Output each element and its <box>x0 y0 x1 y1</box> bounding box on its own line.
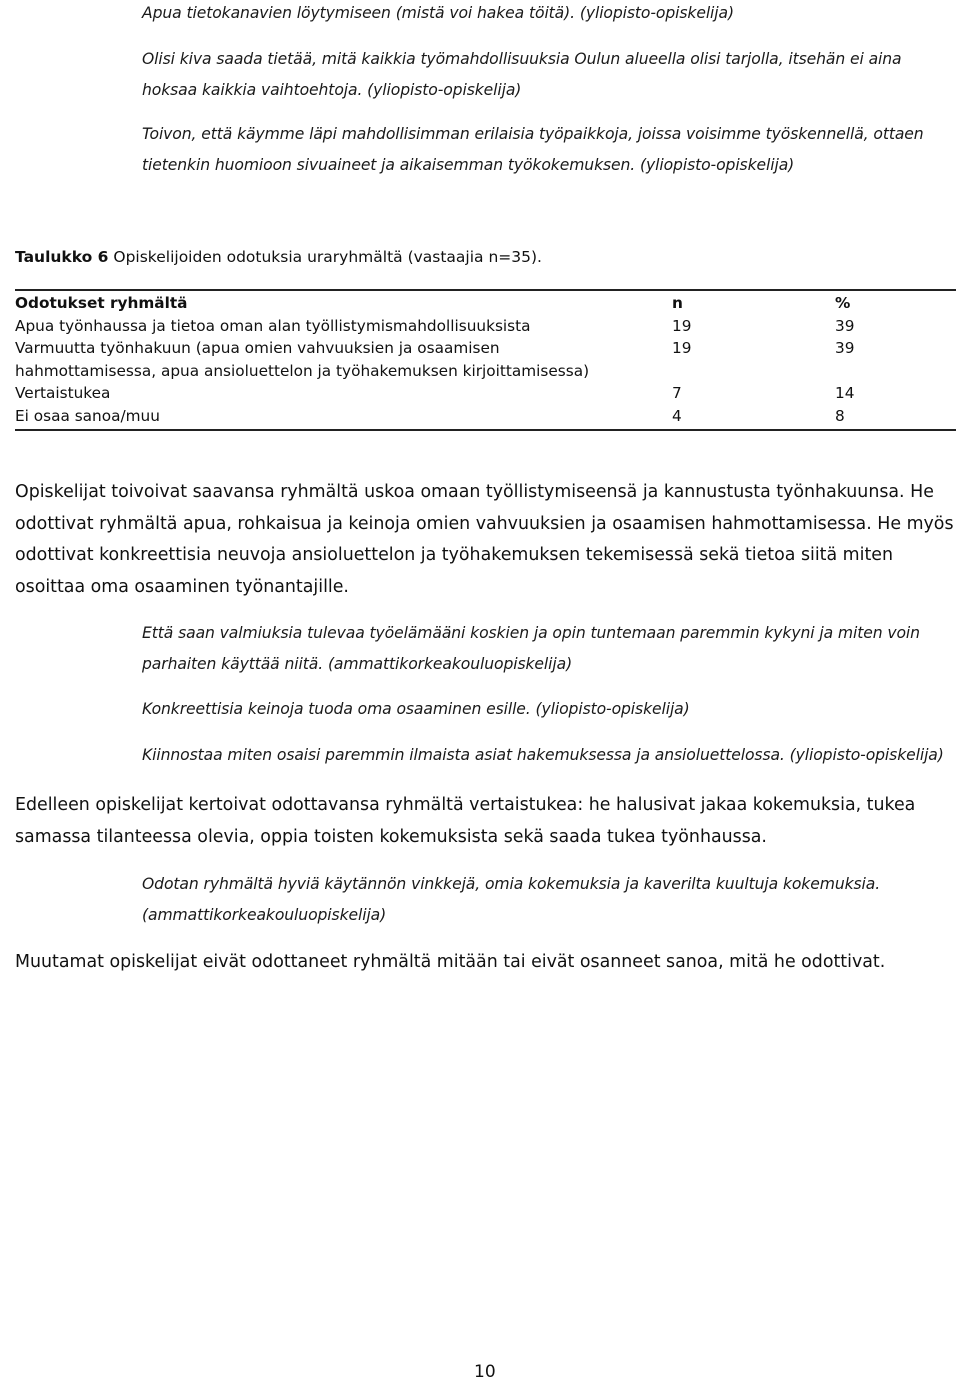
paragraph-1: Opiskelijat toivoivat saavansa ryhmältä uskoa omaan työllistymiseensä ja kannustusta työnhakuunsa. He odottivat ryhmältä apua, rohkaisua ja keinoja omien vahvuuksien ja osaamisen hahmottamisessa. He myös odottivat konkreettisia neuvoja ansioluettelon ja työhakemuksen tekemisessä sekä tietoa siitä miten osoittaa oma osaaminen työnantajille. <box>15 482 954 597</box>
table-row <box>15 315 956 338</box>
quote-2: Olisi kiva saada tietää, mitä kaikkia työmahdollisuuksia Oulun alueella olisi tarjolla, itsehän ei aina hoksaa kaikkia vaihtoehtoja. (yliopisto-opiskelija) <box>142 50 902 99</box>
quote-6: Kiinnostaa miten osaisi paremmin ilmaista asiat hakemuksessa ja ansioluettelossa. (yliopisto-opiskelija) <box>142 746 944 764</box>
row-pct: 8 <box>835 405 956 431</box>
table-row <box>15 337 956 382</box>
quote-5: Konkreettisia keinoja tuoda oma osaaminen esille. (yliopisto-opiskelija) <box>142 700 690 718</box>
header-label: Odotukset ryhmältä <box>15 290 672 315</box>
header-pct: % <box>835 290 956 315</box>
table-row <box>15 405 956 431</box>
header-n: n <box>672 290 835 315</box>
row-n: 4 <box>672 405 835 431</box>
quote-1: Apua tietokanavien löytymiseen (mistä voi hakea töitä). (yliopisto-opiskelija) <box>142 4 734 22</box>
quote-7: Odotan ryhmältä hyviä käytännön vinkkejä, omia kokemuksia ja kaverilta kuultuja kokemuksia. (ammattikorkeakouluopiskelija) <box>142 875 881 924</box>
row-pct: 14 <box>835 384 855 402</box>
row-label: Varmuutta työnhakuun (apua omien vahvuuksien ja osaamisen hahmottamisessa, apua ansioluettelon ja työhakemuksen kirjoittamisessa) <box>15 339 590 380</box>
row-pct: 39 <box>835 339 855 357</box>
table-caption-label: Taulukko 6 <box>15 248 109 266</box>
table-header-row <box>15 290 956 315</box>
row-pct: 39 <box>835 316 855 335</box>
row-n: 19 <box>672 316 692 335</box>
quote-4: Että saan valmiuksia tulevaa työelämääni koskien ja opin tuntemaan paremmin kykyni ja miten voin parhaiten käyttää niitä. (ammattikorkeakouluopiskelija) <box>142 624 920 673</box>
page-number: 10 <box>474 1362 496 1382</box>
row-label: Ei osaa sanoa/muu <box>15 405 672 431</box>
paragraph-2: Edelleen opiskelijat kertoivat odottavansa ryhmältä vertaistukea: he halusivat jakaa kokemuksia, tukea samassa tilanteessa olevia, oppia toisten kokemuksista sekä saada tukea työnhaussa. <box>15 795 916 847</box>
quote-3: Toivon, että käymme läpi mahdollisimman erilaisia työpaikkoja, joissa voisimme työskennellä, ottaen tietenkin huomioon sivuaineet ja aikaisemman työkokemuksen. (yliopisto-opiskelija) <box>142 125 924 174</box>
row-n: 7 <box>672 384 682 402</box>
paragraph-3: Muutamat opiskelijat eivät odottaneet ryhmältä mitään tai eivät osanneet sanoa, mitä he odottivat. <box>15 952 886 972</box>
row-n: 19 <box>672 339 692 357</box>
row-label: Vertaistukea <box>15 384 111 402</box>
table-caption-text: Opiskelijoiden odotuksia uraryhmältä (vastaajia n=35). <box>113 248 542 266</box>
row-label: Apua työnhaussa ja tietoa oman alan työllistymismahdollisuuksista <box>15 316 531 335</box>
table-caption <box>15 248 542 266</box>
table-row <box>15 382 956 405</box>
expectations-table <box>15 289 956 431</box>
